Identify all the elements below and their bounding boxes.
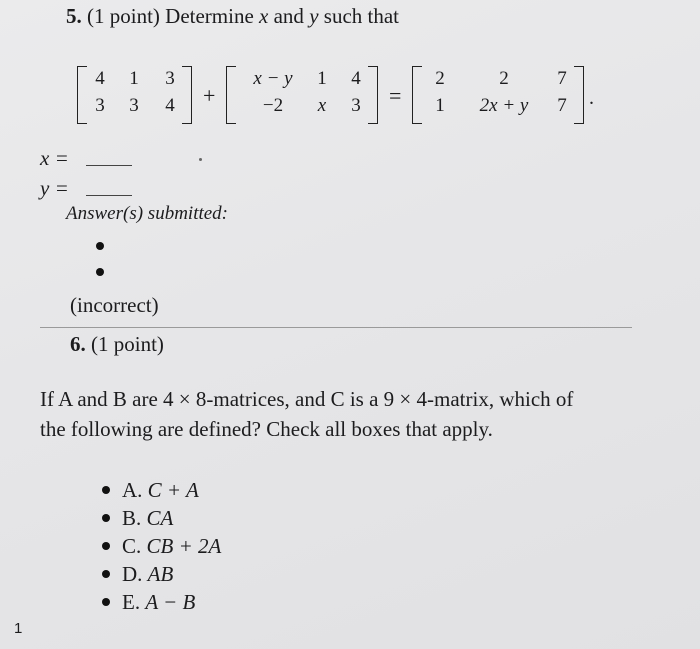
problem-6-heading	[70, 332, 164, 357]
margin-number: 1	[14, 620, 23, 637]
option-expression: C + A	[147, 478, 199, 502]
matrix-a-cell: 3	[95, 95, 105, 116]
matrix-c-left-bracket	[412, 66, 422, 124]
option-b[interactable]	[102, 506, 173, 531]
matrix-c-cell: 7	[557, 68, 567, 89]
x-answer-blank[interactable]	[86, 165, 132, 166]
option-c[interactable]	[102, 534, 221, 559]
matrix-a-right-bracket	[182, 66, 192, 124]
end-period: .	[589, 87, 594, 109]
matrix-b-cell: x	[317, 95, 327, 116]
matrix-b-cell: x − y	[253, 68, 293, 89]
y-answer-label: y =	[40, 176, 69, 200]
problem-5-number: 5.	[66, 4, 82, 28]
matrix-a-cell: 4	[95, 68, 105, 89]
option-expression: AB	[147, 562, 174, 586]
problem-5-prompt-end: such that	[323, 4, 399, 28]
matrix-b-right-bracket	[368, 66, 378, 124]
matrix-b-cell: 1	[317, 68, 327, 89]
problem-5-and: and	[273, 4, 304, 28]
option-e[interactable]	[102, 590, 195, 615]
submitted-answer-bullet	[96, 268, 104, 276]
bullet-icon	[102, 598, 110, 606]
option-a[interactable]	[102, 478, 199, 503]
option-d[interactable]	[102, 562, 173, 587]
matrix-a-left-bracket	[77, 66, 87, 124]
answers-submitted-label: Answer(s) submitted:	[66, 203, 229, 224]
stray-dot	[199, 158, 202, 161]
problem-6-number: 6.	[70, 332, 86, 356]
equals-sign: =	[389, 83, 402, 108]
bullet-icon	[102, 486, 110, 494]
matrix-a-cell: 3	[165, 68, 175, 89]
matrix-a-cell: 4	[165, 95, 175, 116]
bullet-icon	[102, 542, 110, 550]
option-expression: CB + 2A	[146, 534, 222, 558]
problem-6-question-line-2: the following are defined? Check all boxes that apply.	[40, 417, 493, 441]
matrix-b-left-bracket	[226, 66, 236, 124]
option-letter: A.	[122, 478, 143, 502]
problem-5-var-x: x	[259, 4, 269, 28]
problem-5-var-y: y	[309, 4, 319, 28]
problem-5-prompt-start: Determine	[165, 4, 254, 28]
problem-6-question-line-1: If A and B are 4 × 8-matrices, and C is a 9 × 4-matrix, which of	[40, 387, 574, 411]
option-expression: CA	[146, 506, 174, 530]
matrix-c-cell: 2x + y	[479, 95, 529, 116]
status-incorrect: (incorrect)	[70, 293, 159, 317]
problem-divider	[40, 327, 632, 328]
matrix-c-cell: 1	[435, 95, 445, 116]
plus-sign: +	[203, 83, 216, 108]
matrix-c-cell: 2	[499, 68, 509, 89]
matrix-c-right-bracket	[574, 66, 584, 124]
option-letter: B.	[122, 506, 142, 530]
option-letter: C.	[122, 534, 142, 558]
y-answer-blank[interactable]	[86, 195, 132, 196]
matrix-b-cell: −2	[262, 95, 284, 116]
problem-5-heading	[66, 4, 399, 29]
submitted-answer-bullet	[96, 242, 104, 250]
bullet-icon	[102, 514, 110, 522]
matrix-a-cell: 1	[129, 68, 139, 89]
matrix-a-cell: 3	[129, 95, 139, 116]
option-letter: E.	[122, 590, 141, 614]
matrix-b-cell: 3	[351, 95, 361, 116]
problem-5-points: (1 point)	[87, 4, 160, 28]
matrix-c-cell: 7	[557, 95, 567, 116]
matrix-b-cell: 4	[351, 68, 361, 89]
problem-6-points: (1 point)	[91, 332, 164, 356]
x-answer-label: x =	[40, 146, 69, 170]
bullet-icon	[102, 570, 110, 578]
matrix-c-cell: 2	[435, 68, 445, 89]
option-expression: A − B	[145, 590, 196, 614]
option-letter: D.	[122, 562, 143, 586]
